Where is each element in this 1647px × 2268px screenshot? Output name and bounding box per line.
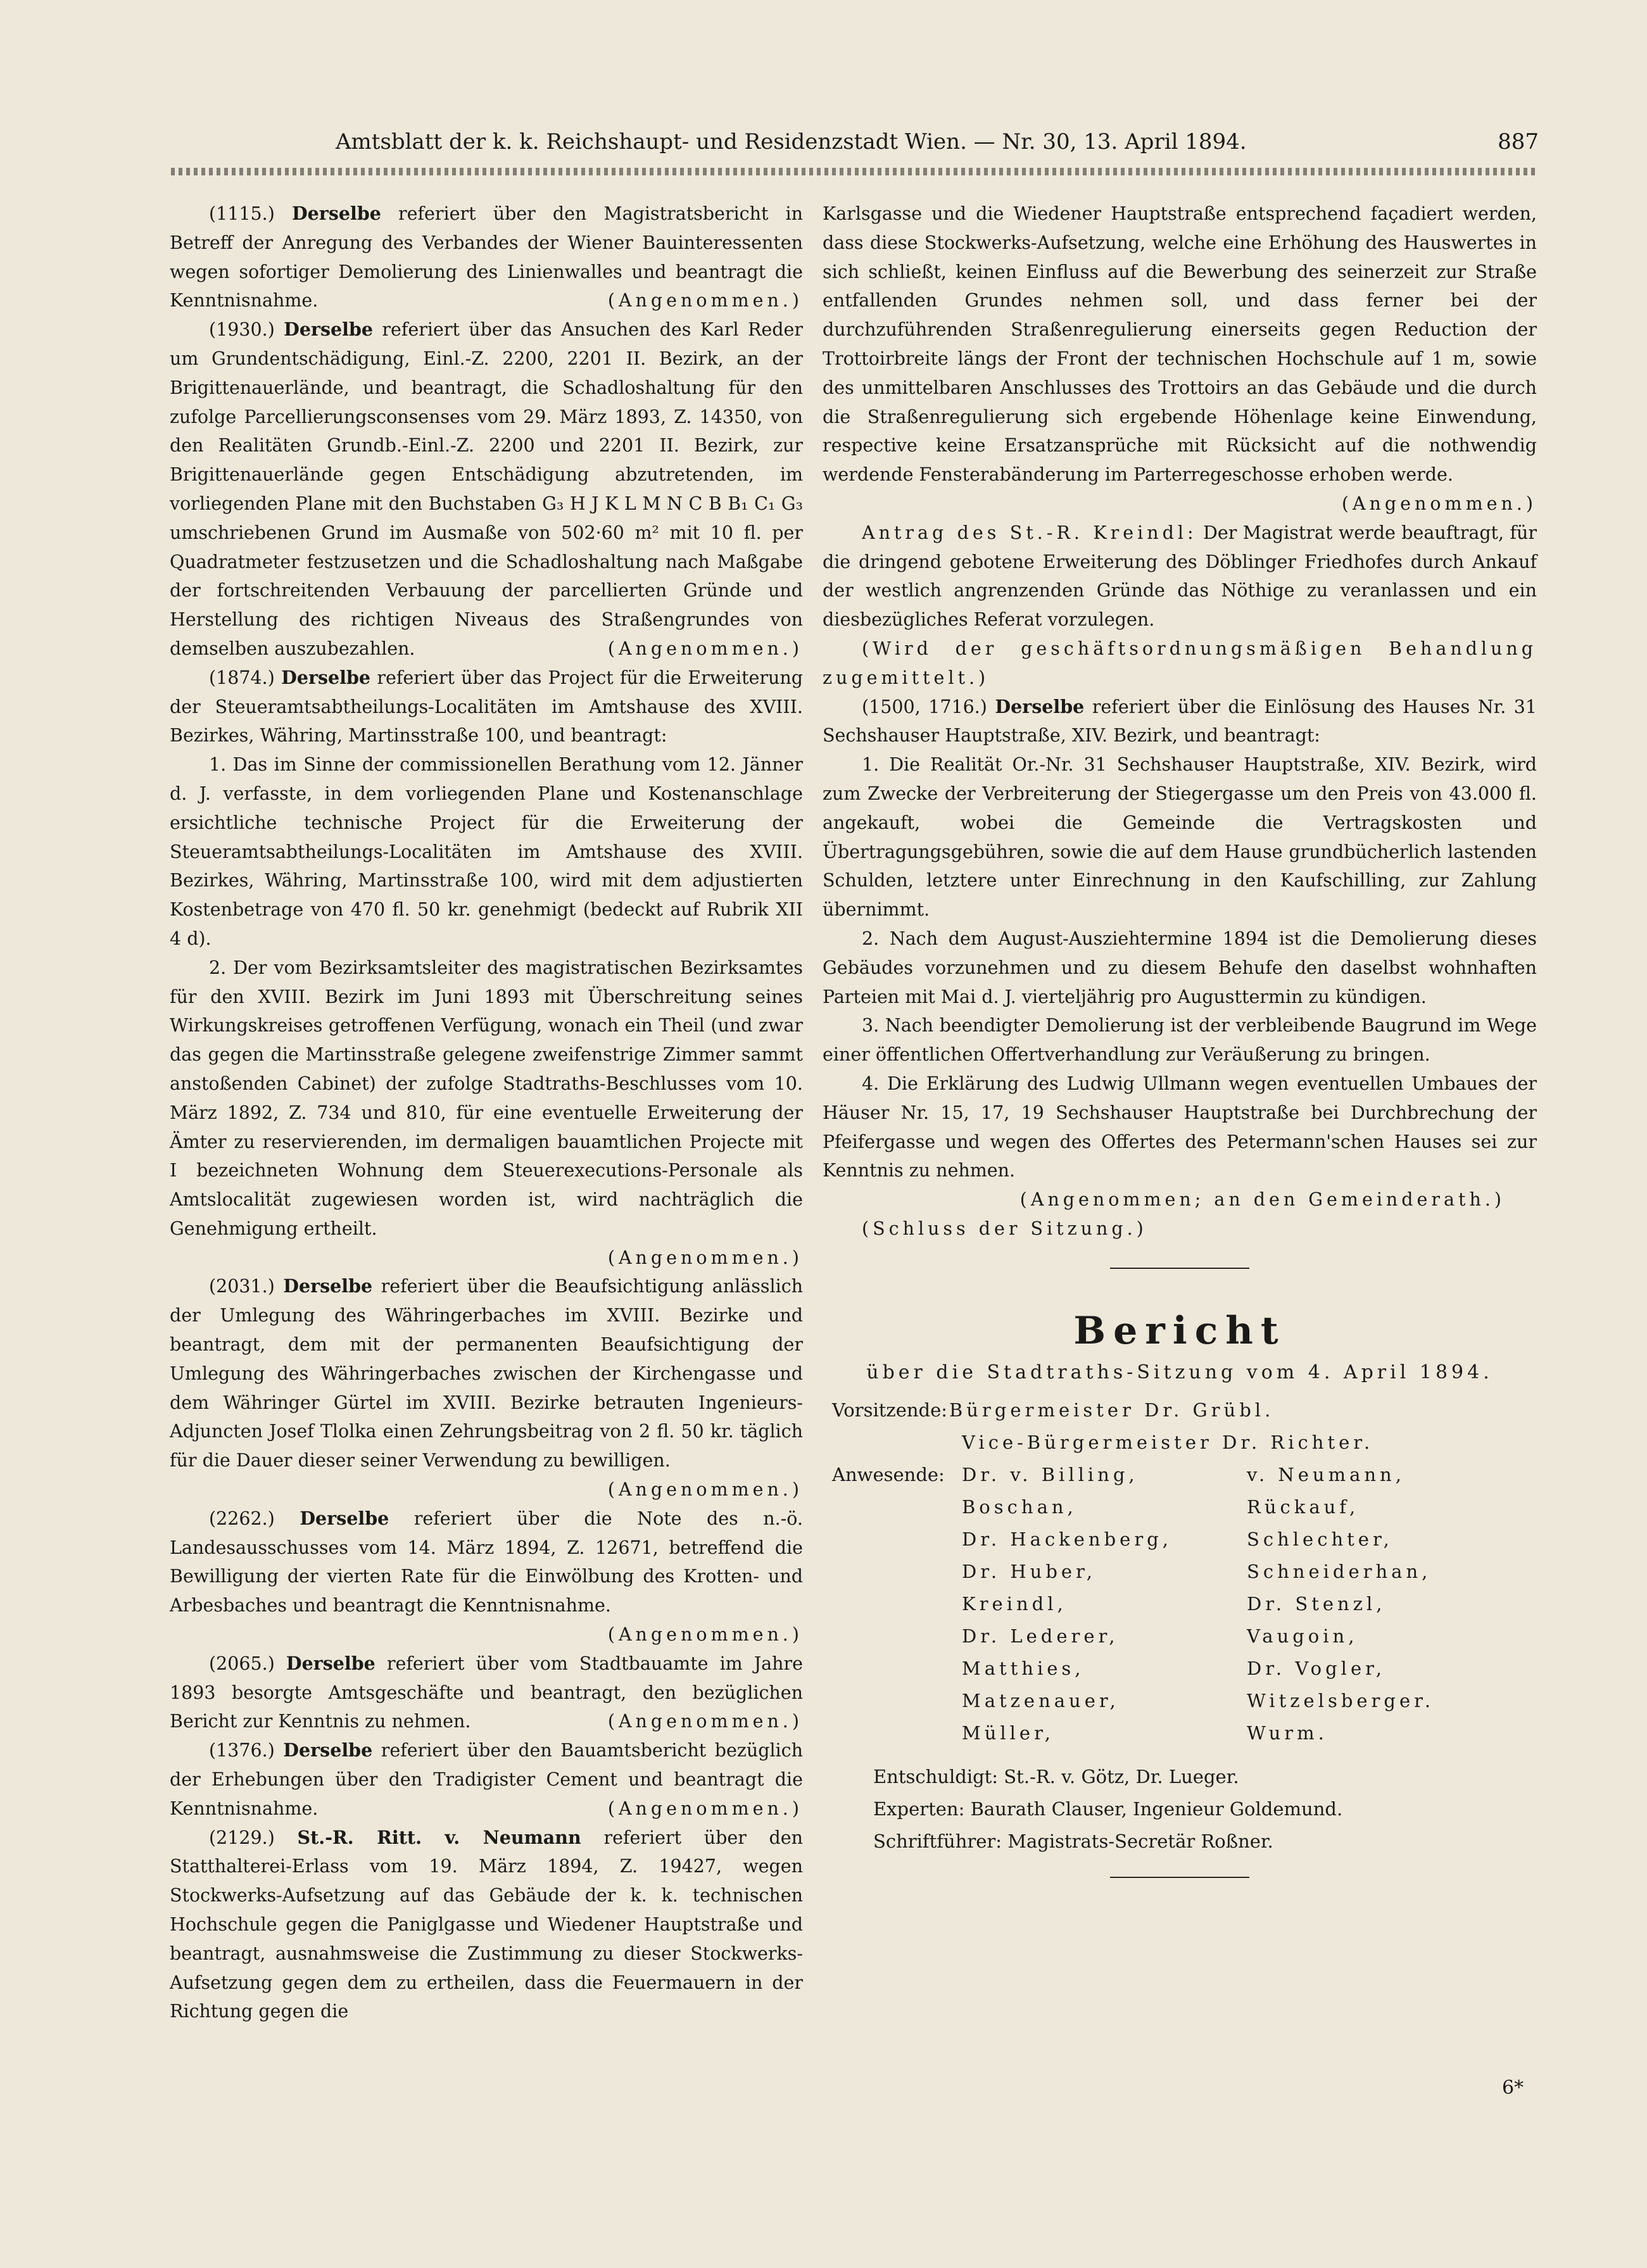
item-1500-point-3: 3. Nach beendigter Demolierung ist der verbleibende Baugrund im Wege einer öffentlichen Offertverhandlung zur Veräußerung zu bringen. — [823, 1015, 1537, 1066]
item-1376: (1376.) Derselbe referiert über den Bauamtsbericht bezüglich der Erhebungen über den Tradigister Cement und beantragt die Kenntnisnahme. (Angenommen.) — [170, 1739, 803, 1819]
right-column — [823, 199, 1537, 1878]
item-1500-result: (Angenommen; an den Gemeinderath.) — [1019, 1189, 1505, 1211]
section-divider — [1110, 1877, 1249, 1878]
item-1115: (1115.) Derselbe referiert über den Magistratsbericht in Betreff der Anregung des Verbandes der Wiener Bauinteressenten wegen sofortiger Demolierung des Linienwalles und beantragt die Kenntnisnahme. (Angenommen.) — [170, 203, 804, 312]
session-close: (Schluss der Sitzung.) — [862, 1218, 1147, 1239]
bericht-title: Bericht — [1073, 1308, 1286, 1353]
roster-row: Dr. Huber, Schneiderhan, — [962, 1560, 1432, 1582]
item-2129: (2129.) St.-R. Ritt. v. Neumann referiert über den Statthalterei-Erlass vom 19. März 1894, Z. 19427, wegen Stockwerks-Aufsetzung auf das Gebäude der k. k. technischen Hochschule gegen die Paniglgasse und Wiedener Hauptstraße und beantragt, ausnahmsweise die Zustimmung zu dieser Stockwerks-Aufsetzung gegen dem zu ertheilen, dass die Feuermauern in der Richtung gegen die — [170, 1826, 804, 2022]
item-1500-point-2: 2. Nach dem August-Ausziehtermine 1894 ist die Demolierung dieses Gebäudes vorzunehmen und zu diesem Behufe den daselbst wohnhaften Parteien mit Mai d. J. vierteljährig pro Augusttermin zu kündigen. — [823, 928, 1537, 1007]
header-rule — [171, 168, 1539, 175]
header-title: Amtsblatt der k. k. Reichshaupt- und Residenzstadt Wien. — Nr. 30, 13. April 1894. — [336, 129, 1247, 154]
page-number: 887 — [1498, 129, 1539, 154]
roster-row: Vorsitzende: Bürgermeister Dr. Grübl. — [832, 1399, 1275, 1421]
antrag-kreindl: Antrag des St.-R. Kreindl: Der Magistrat werde beauftragt, für die dringend gebotene Erweiterung des Döblinger Friedhofes durch Ankauf der westlich angrenzenden Gründe das Nöthige zu veranlassen und ein diesbezügliches Referat vorzulegen. — [823, 522, 1537, 631]
antrag-result: (Wird der geschäftsordnungsmäßigen Behandlung zugemittelt.) — [823, 638, 1537, 688]
item-1874-result: (Angenommen.) — [607, 1247, 803, 1268]
item-1500-point-4: 4. Die Erklärung des Ludwig Ullmann wegen eventuellen Umbaues der Häuser Nr. 15, 17, 19 Sechshauser Hauptstraße bei Durchbrechung der Pfeifergasse und wegen des Offertes des Petermann'schen Hauses sei zur Kenntnis zu nehmen. — [823, 1073, 1537, 1181]
item-2031: (2031.) Derselbe referiert über die Beaufsichtigung anlässlich der Umlegung des Währingerbaches im XVIII. Bezirke und beantragt, dem mit der permanenten Beaufsichtigung der Umlegung des Währingerbaches zwischen der Kirchengasse und dem Währinger Gürtel im XVIII. Bezirke betrauten Ingenieurs-Adjuncten Josef Tlolka einen Zehrungsbeitrag von 2 fl. 50 kr. täglich für die Dauer dieser seiner Verwendung zu bewilligen. (Angenommen.) — [170, 1275, 804, 1501]
item-1874: (1874.) Derselbe referiert über das Project für die Erweiterung der Steueramtsabtheilungs-Localitäten im Amtshause des XVIII. Bezirkes, Währing, Martinsstraße 100, und beantragt: — [170, 666, 804, 747]
session-staff — [823, 1761, 1537, 1858]
left-column — [170, 199, 803, 2026]
printer-signature: 6* — [1502, 2077, 1524, 2099]
bericht-subtitle: über die Stadtraths-Sitzung vom 4. April 1894. — [866, 1361, 1493, 1383]
item-1930: (1930.) Derselbe referiert über das Ansuchen des Karl Reder um Grundentschädigung, Einl.-Z. 2200, 2201 II. Bezirk, an der Brigittenauerlände, und beantragt, die Schadloshaltung für den zufolge Parcellierungsconsenses vom 29. März 1893, Z. 14350, von den Realitäten Grundb.-Einl.-Z. 2200 und 2201 II. Bezirk, zur Brigittenauerlände gegen Entschädigung abzutretenden, im vorliegenden Plane mit den Buchstaben G₃ H J K L M N C B B₁ C₁ G₃ umschriebenen Grund im Ausmaße von 502·60 m² mit 10 fl. per Quadratmeter festzusetzen und die Schadloshaltung nach Maßgabe der fortschreitenden Verbauung der parcellierten Gründe und Herstellung des richtigen Niveaus des Straßengrundes von demselben auszubezahlen. (Angenommen.) — [170, 318, 804, 659]
section-divider — [1110, 1268, 1249, 1269]
roster-row: Müller, Wurm. — [962, 1722, 1328, 1744]
roster-row: Kreindl, Dr. Stenzl, — [962, 1592, 1386, 1615]
roster-row: Boschan, Rückauf, — [962, 1496, 1360, 1518]
roster-row: Matthies, Dr. Vogler, — [962, 1657, 1386, 1679]
roster-row: Dr. Hackenberg, Schlechter, — [962, 1528, 1393, 1550]
roster-row: Anwesende: Dr. v. Billing, v. Neumann, — [832, 1463, 1405, 1485]
item-2129-continued: Karlsgasse und die Wiedener Hauptstraße entsprechend façadiert werden, dass diese Stockwerks-Aufsetzung, welche eine Erhöhung des Hauswertes in sich schließt, keinen Einfluss auf die Bewerbung des seinerzeit zur Straße entfallenden Grundes nehmen soll, und dass ferner bei der durchzuführenden Straßenregulierung einerseits gegen Reduction der Trottoirbreite längs der Front der technischen Hochschule auf 1 m, sowie des unmittelbaren Anschlusses des Trottoirs an das Gebäude und die durch die Straßenregulierung sich ergebende Höhenlage keine Einwendung, respective keine Ersatzansprüche mit Rücksicht auf die nothwendig werdende Fensterabänderung im Parterregeschosse erhoben werde. (Angenommen.) — [823, 203, 1537, 514]
item-1500-point-1: 1. Die Realität Or.-Nr. 31 Sechshauser Hauptstraße, XIV. Bezirk, wird zum Zwecke der Verbreiterung der Stiegergasse um den Preis von 43.000 fl. angekauft, wobei die Gemeinde die Vertragskosten und Übertragungsgebühren, sowie die auf dem Hause grundbücherlich lastenden Schulden, letztere unter Einrechnung in den Kaufschilling, zur Zahlung übernimmt. — [823, 754, 1537, 921]
excused-line: Entschuldigt: St.-R. v. Götz, Dr. Lueger. — [873, 1765, 1239, 1787]
roster-row: Matzenauer, Witzelsberger. — [962, 1689, 1435, 1711]
attendance-roster — [823, 1394, 1537, 1749]
secretary-line: Schriftführer: Magistrats-Secretär Roßner. — [873, 1830, 1273, 1852]
item-2262: (2262.) Derselbe referiert über die Note des n.-ö. Landesausschusses vom 14. März 1894, Z. 12671, betreffend die Bewilligung der vierten Rate für die Einwölbung des Krotten- und Arbesbaches und beantragt die Kenntnisnahme. (Angenommen.) — [170, 1507, 804, 1646]
item-1500-1716: (1500, 1716.) Derselbe referiert über die Einlösung des Hauses Nr. 31 Sechshauser Hauptstraße, XIV. Bezirk, und beantragt: — [823, 695, 1537, 747]
item-2065: (2065.) Derselbe referiert über vom Stadtbauamte im Jahre 1893 besorgte Amtsgeschäfte und beantragt, den bezüglichen Bericht zur Kenntnis zu nehmen. (Angenommen.) — [170, 1652, 804, 1732]
roster-row: Vice-Bürgermeister Dr. Richter. — [962, 1431, 1374, 1453]
item-1874-point-2: 2. Der vom Bezirksamtsleiter des magistratischen Bezirksamtes für den XVIII. Bezirk im Juni 1893 mit Überschreitung seines Wirkungskreises getroffenen Verfügung, wonach ein Theil (und zwar das gegen die Martinsstraße gelegene zweifenstrige Zimmer sammt anstoßenden Cabinet) der zufolge Stadtraths-Beschlusses vom 10. März 1892, Z. 734 und 810, für eine eventuelle Erweiterung der Ämter zu reservierenden, im dermaligen bauamtlichen Projecte mit I bezeichneten Wohnung dem Steuerexecutions-Personale als Amtslocalität zugewiesen worden ist, wird nachträglich die Genehmigung ertheilt. — [170, 957, 803, 1239]
experts-line: Experten: Baurath Clauser, Ingenieur Goldemund. — [873, 1798, 1343, 1820]
roster-row: Dr. Lederer, Vaugoin, — [962, 1625, 1358, 1647]
item-1874-point-1: 1. Das im Sinne der commissionellen Berathung vom 12. Jänner d. J. verfasste, in dem vorliegenden Plane und Kostenanschlage ersichtliche technische Project für die Erweiterung der Steueramtsabtheilungs-Localitäten im Amtshause des XVIII. Bezirkes, Währing, Martinsstraße 100, wird mit dem adjustierten Kostenbetrage von 470 fl. 50 kr. genehmigt (bedeckt auf Rubrik XII 4 d). — [170, 754, 803, 949]
